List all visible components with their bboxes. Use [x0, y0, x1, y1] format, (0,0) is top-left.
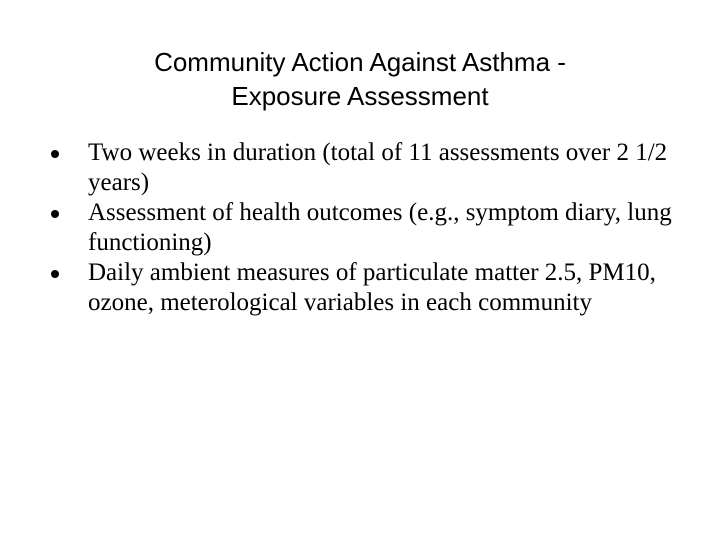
bullet-text: Assessment of health outcomes (e.g., symptom diary, lung functioning): [88, 199, 672, 256]
bullet-dot-icon: [51, 270, 59, 278]
slide-title-line-2: Exposure Assessment: [231, 81, 489, 111]
bullet-dot-icon: [51, 150, 59, 158]
bullet-list: [50, 138, 690, 318]
slide-title: [60, 45, 660, 113]
bullet-text: Two weeks in duration (total of 11 assessments over 2 1/2 years): [88, 139, 668, 196]
slide-title-line-1: Community Action Against Asthma -: [154, 47, 566, 77]
bullet-dot-icon: [51, 210, 59, 218]
bullet-item-ambient-measures: [50, 258, 690, 318]
bullet-item-duration: [50, 138, 690, 198]
bullet-item-health-outcomes: [50, 198, 690, 258]
bullet-text: Daily ambient measures of particulate matter 2.5, PM10, ozone, meterological variables in each community: [88, 259, 656, 316]
